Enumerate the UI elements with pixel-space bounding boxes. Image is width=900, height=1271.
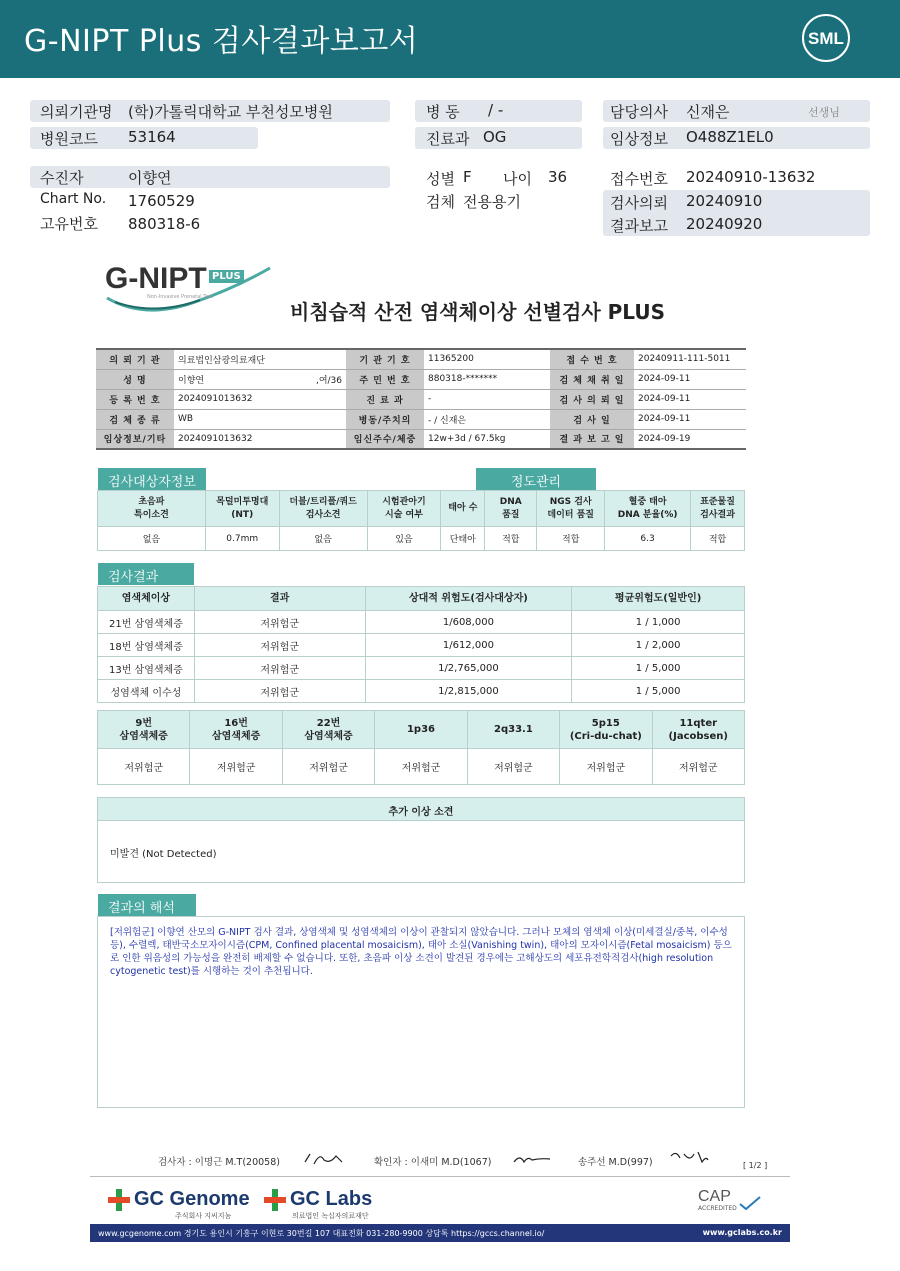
info-label: 임신주수/체중 [346,429,424,449]
subject-header: 목덜미투명대 (NT) [205,491,279,527]
info-value [270,349,346,369]
info-row [96,349,746,369]
extra-result-header: 16번 삼염색체증 [190,711,282,749]
gc-genome-sub: 주식회사 지씨지놈 [175,1212,232,1220]
result-cell: 1 / 1,000 [572,611,745,634]
result-cell: 13번 삼염색체증 [98,657,195,680]
info-value: 2024-09-11 [634,369,746,389]
result-header: 결과 [194,587,365,611]
info-row [96,409,746,429]
result-cell: 18번 삼염색체증 [98,634,195,657]
interpretation-text: [저위험군] 이향연 산모의 G-NIPT 검사 결과, 상염색체 및 성염색체의 이상이 관찰되지 않았습니다. 그러나 모체의 염색체 이상(미세결실/중복, 이수성 등), 수렬렉, 태반국소모자이시즘(CPM, Confined placental mosaicism), 태아 소실(Vanishing twin), 태아의 모자이시즘(Fetal mosaicism) 등으로 인한 위음성의 가능성을 완전히 배제할 수 없습니다. 또한, 초음파 이상 소견이 발견된 경우에는 고해상도의 세포유전학적검사(high resolution cytogenetic test)를 시행하는 것이 추천됩니다. [110,927,732,977]
info-label: 검 체 종 류 [96,409,174,429]
doctor-label: 담당의사 [610,103,668,121]
result-cell: 1 / 5,000 [572,657,745,680]
cap-sub: ACCREDITED [698,1205,737,1212]
checkmark-icon [738,1196,762,1210]
subject-header: 태아 수 [441,491,485,527]
logo-tagline: Non-Invasive Prenatal Test [147,294,214,300]
clinical-value: O488Z1EL0 [686,128,774,146]
subject-value: 적합 [691,527,745,551]
info-label: 진 료 과 [346,389,424,409]
subject-value: 적합 [485,527,537,551]
result-cell: 저위험군 [194,657,365,680]
additional-findings-box [97,820,745,883]
extra-result-value: 저위험군 [560,749,652,785]
examinee-label: 수진자 [40,169,84,187]
subject-value: 6.3 [605,527,691,551]
info-label: 병동/주치의 [346,409,424,429]
info-label: 접 수 번 호 [550,349,634,369]
info-row [96,429,746,449]
request-label: 검사의뢰 [610,194,668,212]
unique-label: 고유번호 [40,215,98,233]
additional-findings-text: 미발견 (Not Detected) [110,849,217,860]
doctor-value: 신재은 [686,103,730,121]
gc-labs-cross-icon [264,1189,286,1211]
table-row [98,634,745,657]
info-label: 등 록 번 호 [96,389,174,409]
info-value: 의료법인삼광의료재단 [174,349,270,369]
doctor-suffix: 선생님 [808,106,840,119]
table-row [98,611,745,634]
extra-result-header: 11qter (Jacobsen) [652,711,744,749]
subject-value: 적합 [537,527,605,551]
info-value: 12w+3d / 67.5kg [424,429,550,449]
document-title: 비침습적 산전 염색체이상 선별검사 PLUS [290,300,665,324]
gc-genome-logo: GC Genome [134,1188,250,1210]
info-value: 11365200 [424,349,550,369]
extra-result-value: 저위험군 [282,749,374,785]
result-tag: 검사결과 [98,563,194,585]
subject-header: 혈중 태아 DNA 분율(%) [605,491,691,527]
info-label: 주 민 번 호 [346,369,424,389]
age-label: 나이 [503,170,532,188]
tester-signature: 검사자 : 이명근 M.T(20058) [158,1157,280,1168]
hospital-code-value: 53164 [128,128,176,146]
request-info-table [96,348,746,450]
info-value: WB [174,409,270,429]
result-header: 염색체이상 [98,587,195,611]
confirmer-signature: 확인자 : 이새미 M.D(1067) [374,1157,492,1168]
extra-result-header: 22번 삼염색체증 [282,711,374,749]
result-cell: 1/608,000 [365,611,572,634]
subject-value: 없음 [279,527,367,551]
result-header: 평균위험도(일반인) [572,587,745,611]
info-value: 2024-09-11 [634,409,746,429]
subject-header: 초음파 특이소견 [98,491,206,527]
info-row [96,369,746,389]
institution-value: (학)가톨릭대학교 부천성모병원 [128,103,333,121]
result-header: 상대적 위험도(검사대상자) [365,587,572,611]
header-bar [0,0,900,78]
extra-result-header: 1p36 [375,711,467,749]
receipt-value: 20240910-13632 [686,168,816,186]
info-label: 검 사 의 뢰 일 [550,389,634,409]
info-row [96,389,746,409]
info-value: 20240911-111-5011 [634,349,746,369]
gnipt-logo: G-NIPT PLUS Non-Invasive Prenatal Test [105,258,275,318]
tester-signature-mark [302,1150,346,1168]
subject-value: 0.7mm [205,527,279,551]
info-label: 결 과 보 고 일 [550,429,634,449]
page-title: G-NIPT Plus 검사결과보고서 [24,24,419,59]
footer-divider [90,1176,790,1177]
gc-labs-logo: GC Labs [290,1188,373,1210]
sex-label: 성별 [426,170,455,188]
result-cell: 1 / 2,000 [572,634,745,657]
report-value: 20240920 [686,215,763,233]
interpretation-tag: 결과의 해석 [98,894,196,916]
result-cell: 1/612,000 [365,634,572,657]
examinee-value: 이향연 [128,169,172,187]
subject-header: 시험관아기 시술 여부 [367,491,441,527]
result-cell: 1 / 5,000 [572,680,745,703]
info-value [270,429,346,449]
footer-address: www.gcgenome.com 경기도 용인시 기흥구 이현로 30번길 107 대표전화 031-280-9900 상담톡 https://gccs.channel.io/ [98,1229,545,1238]
plus-badge: PLUS [209,270,244,283]
specimen-value: 전용용기 [463,193,521,211]
clinical-label: 임상정보 [610,130,668,148]
dept-label: 진료과 [426,130,470,148]
ward-value: / - [488,101,504,119]
info-value [270,409,346,429]
footer-bar [90,1224,790,1242]
gc-labs-sub: 의료법인 녹십자의료재단 [292,1212,369,1220]
extra-result-header: 5p15 (Cri-du-chat) [560,711,652,749]
extra-result-value: 저위험군 [375,749,467,785]
gc-cross-icon [108,1189,130,1211]
info-value: 2024091013632 [174,389,270,409]
age-value: 36 [548,168,568,186]
info-label: 검 체 채 취 일 [550,369,634,389]
info-value: - / 신재은 [424,409,550,429]
hospital-code-label: 병원코드 [40,130,98,148]
info-label: 의 뢰 기 관 [96,349,174,369]
footer-website-link[interactable]: www.gclabs.co.kr [702,1228,782,1237]
result-cell: 21번 삼염색체증 [98,611,195,634]
subject-info-table [97,490,745,551]
additional-findings-header: 추가 이상 소견 [97,797,745,821]
info-value: 2024-09-11 [634,389,746,409]
dept-value: OG [483,128,507,146]
result-cell: 성염색체 이수성 [98,680,195,703]
institution-label: 의뢰기관명 [40,103,113,121]
info-value: - [424,389,550,409]
extra-result-header: 2q33.1 [467,711,559,749]
result-cell: 저위험군 [194,611,365,634]
subject-value: 있음 [367,527,441,551]
info-label: 성 명 [96,369,174,389]
result-cell: 저위험군 [194,634,365,657]
table-row [98,657,745,680]
result-cell: 저위험군 [194,680,365,703]
subject-header: DNA 품질 [485,491,537,527]
page-number: [ 1/2 ] [743,1161,768,1170]
subject-value: 단태아 [441,527,485,551]
confirmer-signature-mark [512,1152,552,1166]
extra-result-header: 9번 삼염색체증 [98,711,190,749]
info-value: 이향연 [174,369,270,389]
sender-signature-mark [668,1148,710,1166]
request-value: 20240910 [686,192,763,210]
subject-header: NGS 검사 데이터 품질 [537,491,605,527]
extra-result-value: 저위험군 [98,749,190,785]
extra-result-value: 저위험군 [190,749,282,785]
result-cell: 1/2,765,000 [365,657,572,680]
info-value: 2024091013632 [174,429,270,449]
sender-signature: 송주선 M.D(997) [578,1157,653,1168]
examinee-row-bg [30,166,390,188]
receipt-label: 접수번호 [610,170,668,188]
extra-result-value: 저위험군 [467,749,559,785]
result-cell: 1/2,815,000 [365,680,572,703]
info-value [270,389,346,409]
specimen-label: 검체 [426,193,455,211]
extra-result-table [97,710,745,785]
sex-value: F [463,168,472,186]
chart-value: 1760529 [128,192,195,210]
info-label: 검 사 일 [550,409,634,429]
info-value: ,여/36 [270,369,346,389]
chart-label: Chart No. [40,191,107,207]
info-label: 임상정보/기타 [96,429,174,449]
sml-logo: SML [802,14,850,62]
info-value: 880318-******* [424,369,550,389]
subject-info-tag: 검사대상자정보 [98,468,206,490]
report-label: 결과보고 [610,217,668,235]
ward-label: 병 동 [426,103,460,121]
cap-logo: CAP [698,1188,731,1205]
unique-value: 880318-6 [128,215,201,233]
subject-header: 더블/트리플/쿼드 검사소견 [279,491,367,527]
extra-result-value: 저위험군 [652,749,744,785]
qc-tag: 정도관리 [476,468,596,490]
result-table [97,586,745,703]
subject-value: 없음 [98,527,206,551]
table-row [98,680,745,703]
info-value: 2024-09-19 [634,429,746,449]
subject-header: 표준물질 검사결과 [691,491,745,527]
info-label: 기 관 기 호 [346,349,424,369]
